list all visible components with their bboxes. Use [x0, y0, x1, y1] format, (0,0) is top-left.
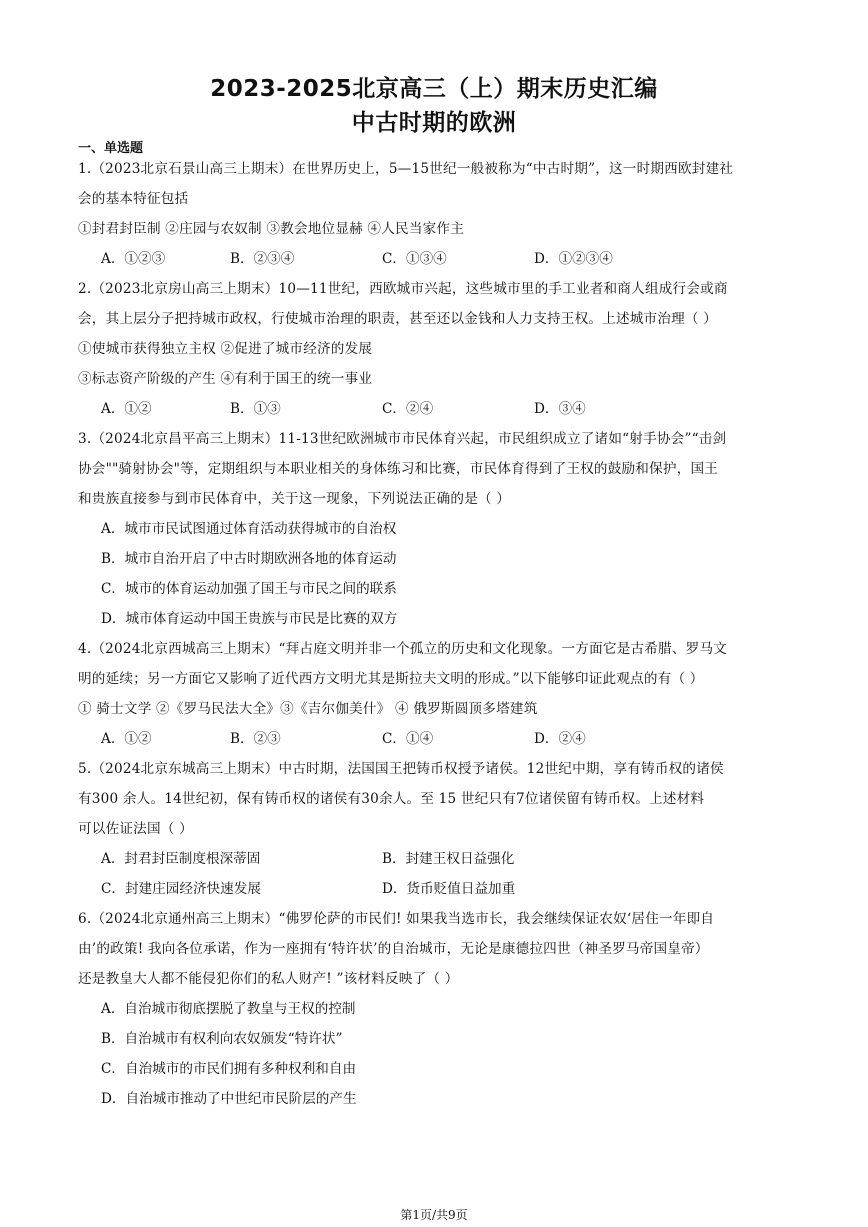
question-text: 4.（2024北京西城高三上期末）“拜占庭文明并非一个孤立的历史和文化现象。一方面它是古希腊、罗马文 — [78, 641, 728, 657]
option-b: B．②③④ — [230, 251, 295, 267]
question-text: 2.（2023北京房山高三上期末）10—11世纪，西欧城市兴起，这些城市里的手工业者和商人组成行会或商 — [78, 281, 728, 297]
option-a: A．城市市民试图通过体育活动获得城市的自治权 — [101, 521, 397, 537]
question-text: 3.（2024北京昌平高三上期末）11-13世纪欧洲城市市民体育兴起，市民组织成立了诸如“射手协会”“击剑 — [78, 431, 727, 447]
question-text: 会的基本特征包括 — [78, 191, 189, 207]
question-text: 5.（2024北京东城高三上期末）中古时期，法国国王把铸币权授予诸侯。12世纪中期，享有铸币权的诸侯 — [78, 761, 724, 777]
option-d: D．②④ — [534, 731, 586, 747]
question-statements: ①封君封臣制 ②庄园与农奴制 ③教会地位显赫 ④人民当家作主 — [78, 221, 464, 237]
question-text: 协会""骑射协会"等，定期组织与本职业相关的身体练习和比赛，市民体育得到了王权的鼓励和保护，国王 — [78, 461, 719, 477]
option-b: B．自治城市有权利向农奴颁发“特许状” — [101, 1031, 343, 1047]
option-d: D．①②③④ — [534, 251, 613, 267]
section-heading: 一、单选题 — [78, 141, 144, 156]
option-b: B．①③ — [230, 401, 281, 417]
question-text: 还是教皇大人都不能侵犯你们的私人财产! ”该材料反映了（ ） — [78, 971, 459, 987]
question-text: 6.（2024北京通州高三上期末）“佛罗伦萨的市民们! 如果我当选市长，我会继续保证农奴‘居住一年即自 — [78, 911, 715, 927]
question-statements: ③标志资产阶级的产生 ④有利于国王的统一事业 — [78, 371, 373, 387]
option-a: A．①② — [101, 401, 152, 417]
option-c: C．①④ — [382, 731, 434, 747]
option-b: B．封建王权日益强化 — [382, 851, 515, 867]
question-text: 可以佐证法国（ ） — [78, 821, 193, 837]
option-a: A．封君封臣制度根深蒂固 — [101, 851, 261, 867]
document-title: 2023-2025北京高三（上）期末历史汇编 — [210, 76, 658, 102]
option-c: C．自治城市的市民们拥有多种权利和自由 — [101, 1061, 357, 1077]
option-d: D．③④ — [534, 401, 586, 417]
option-c: C．②④ — [382, 401, 434, 417]
option-b: B．城市自治开启了中古时期欧洲各地的体育运动 — [101, 551, 397, 567]
question-statements: ① 骑士文学 ②《罗马民法大全》③《吉尔伽美什》 ④ 俄罗斯圆顶多塔建筑 — [78, 701, 538, 717]
document-subtitle: 中古时期的欧洲 — [351, 110, 517, 136]
option-a: A．①②③ — [101, 251, 166, 267]
option-b: B．②③ — [230, 731, 281, 747]
page-number: 第1页/共9页 — [400, 1208, 468, 1222]
question-text: 会，其上层分子把持城市政权，行使城市治理的职责，甚至还以金钱和人力支持王权。上述城市治理（ ） — [78, 311, 718, 327]
question-text: 由’的政策! 我向各位承诺，作为一座拥有‘特许状’的自治城市，无论是康德拉四世（神圣罗马帝国皇帝） — [78, 941, 709, 957]
option-c: C．封建庄园经济快速发展 — [101, 881, 261, 897]
option-d: D．城市体育运动中国王贵族与市民是比赛的双方 — [101, 611, 398, 627]
option-c: C．城市的体育运动加强了国王与市民之间的联系 — [101, 581, 397, 597]
option-a: A．①② — [101, 731, 152, 747]
question-text: 明的延续；另一方面它又影响了近代西方文明尤其是斯拉夫文明的形成。”以下能够印证此观点的有（ ） — [78, 671, 704, 687]
option-d: D．自治城市推动了中世纪市民阶层的产生 — [101, 1091, 357, 1107]
question-text: 有300 余人。14世纪初，保有铸币权的诸侯有30余人。至 15 世纪只有7位诸侯留有铸币权。上述材料 — [78, 791, 705, 807]
question-text: 1.（2023北京石景山高三上期末）在世界历史上，5—15世纪一般被称为“中古时期”，这一时期西欧封建社 — [78, 161, 734, 177]
question-text: 和贵族直接参与到市民体育中，关于这一现象，下列说法正确的是（ ） — [78, 491, 511, 507]
question-statements: ①使城市获得独立主权 ②促进了城市经济的发展 — [78, 341, 373, 357]
option-c: C．①③④ — [382, 251, 447, 267]
option-a: A．自治城市彻底摆脱了教皇与王权的控制 — [101, 1001, 356, 1017]
option-d: D．货币贬值日益加重 — [382, 881, 516, 897]
